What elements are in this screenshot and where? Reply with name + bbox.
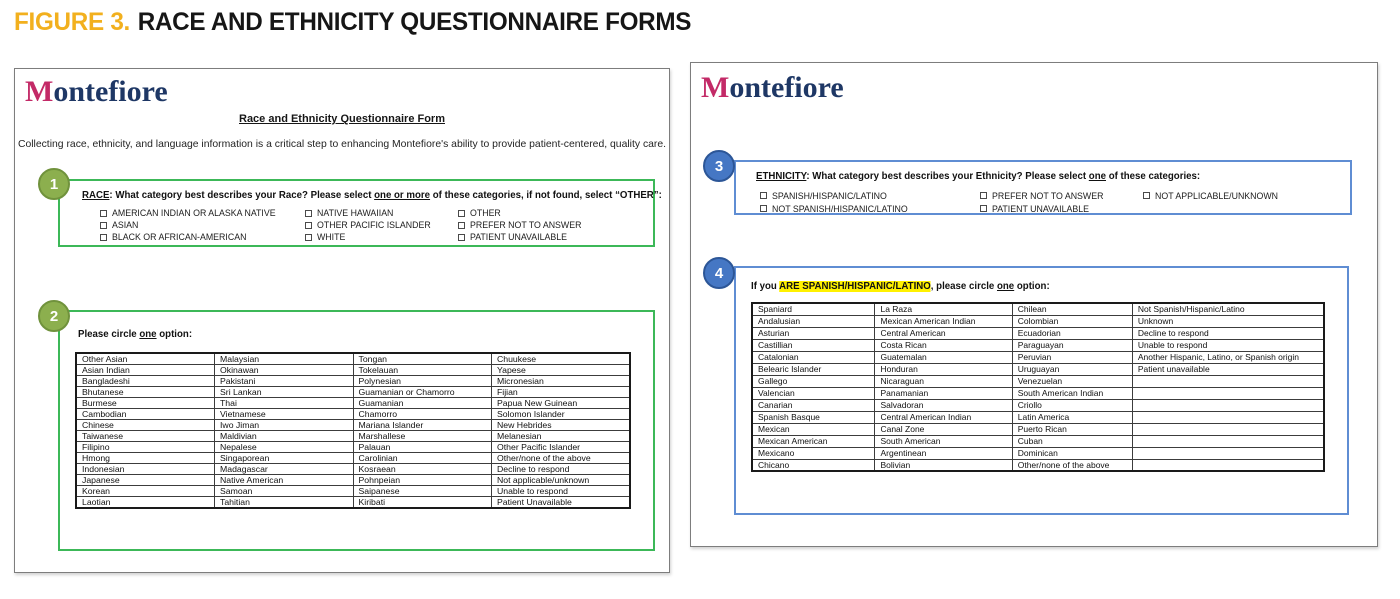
table-cell: Iwo Jiman (215, 420, 354, 431)
section-4-number: 4 (714, 264, 724, 282)
checkbox-label: BLACK OR AFRICAN-AMERICAN (112, 232, 247, 242)
form-title: Race and Ethnicity Questionnaire Form (239, 113, 445, 125)
table-row (752, 339, 1324, 351)
table-cell: Other/none of the above (1012, 459, 1132, 471)
table-cell: Mexican (752, 423, 875, 435)
table-row (76, 387, 630, 398)
table-cell: Costa Rican (875, 339, 1012, 351)
section-3-number: 3 (714, 157, 724, 175)
table-cell: Carolinian (353, 453, 492, 464)
table-row (76, 376, 630, 387)
table-row (752, 423, 1324, 435)
table-cell: Ecuadorian (1012, 327, 1132, 339)
checkbox-option (1143, 189, 1278, 202)
table-cell: Taiwanese (76, 431, 215, 442)
table-cell: Samoan (215, 486, 354, 497)
ethnicity-label: ETHNICITY (756, 171, 807, 182)
table-cell: Unknown (1132, 315, 1324, 327)
table-cell: Peruvian (1012, 351, 1132, 363)
table-cell (1132, 399, 1324, 411)
checkbox-column (458, 207, 581, 243)
table-cell: Valencian (752, 387, 875, 399)
race-circle-section-box (58, 310, 655, 551)
checkbox-icon[interactable] (305, 210, 312, 217)
table-cell: Vietnamese (215, 409, 354, 420)
checkbox-icon[interactable] (458, 222, 465, 229)
table-row (76, 431, 630, 442)
table-cell: Dominican (1012, 447, 1132, 459)
checkbox-label: PREFER NOT TO ANSWER (992, 190, 1104, 201)
table-cell: Another Hispanic, Latino, or Spanish origin (1132, 351, 1324, 363)
section-1-number: 1 (49, 175, 59, 193)
table-cell: Mexican American Indian (875, 315, 1012, 327)
table-cell: Unable to respond (1132, 339, 1324, 351)
race-options-table (75, 352, 631, 509)
table-cell: Melanesian (492, 431, 631, 442)
table-cell: Salvadoran (875, 399, 1012, 411)
checkbox-label: SPANISH/HISPANIC/LATINO (772, 190, 887, 201)
checkbox-option (458, 231, 581, 243)
checkbox-option (100, 219, 305, 231)
figure-title-text: RACE AND ETHNICITY QUESTIONNAIRE FORMS (137, 8, 692, 36)
checkbox-option (980, 202, 1143, 215)
table-row (752, 411, 1324, 423)
table-cell: Cuban (1012, 435, 1132, 447)
table-row (752, 363, 1324, 375)
ethnicity-question-underline: one (1088, 171, 1107, 182)
checkbox-option (100, 231, 305, 243)
table-row (76, 409, 630, 420)
checkbox-option (305, 219, 458, 231)
table-cell: Palauan (353, 442, 492, 453)
race-section-box (58, 179, 662, 247)
checkbox-option (980, 189, 1143, 202)
figure-label: FIGURE 3. (14, 8, 130, 36)
table-cell: Laotian (76, 497, 215, 509)
table-row (752, 435, 1324, 447)
checkbox-label: AMERICAN INDIAN OR ALASKA NATIVE (112, 208, 276, 218)
circle-instruction-pre: Please circle (78, 329, 140, 340)
table-row (752, 351, 1324, 363)
checkbox-option (458, 207, 581, 219)
checkbox-option (305, 231, 458, 243)
ethnicity-question-pre: : What category best describes your Ethnicity? Please select (806, 171, 1089, 182)
table-cell: Micronesian (492, 376, 631, 387)
table-cell: Other/none of the above (492, 453, 631, 464)
table-cell: Papua New Guinean (492, 398, 631, 409)
ethnicity-form-panel (690, 62, 1378, 547)
table-row (76, 486, 630, 497)
checkbox-icon[interactable] (100, 210, 107, 217)
table-row (76, 453, 630, 464)
logo-initial: M (25, 75, 54, 108)
table-cell (1132, 423, 1324, 435)
ethnicity-question (756, 171, 1314, 182)
table-cell: Andalusian (752, 315, 875, 327)
table-cell: Hmong (76, 453, 215, 464)
table-cell: Decline to respond (1132, 327, 1324, 339)
hispanic-instruction-post: option: (1014, 281, 1050, 292)
table-cell: Paraguayan (1012, 339, 1132, 351)
table-cell: Panamanian (875, 387, 1012, 399)
table-cell: Central American (875, 327, 1012, 339)
checkbox-label: WHITE (317, 232, 346, 242)
table-cell (1132, 375, 1324, 387)
section-2-number: 2 (49, 307, 59, 325)
table-cell: Spanish Basque (752, 411, 875, 423)
table-cell: Asturian (752, 327, 875, 339)
checkbox-column (100, 207, 305, 243)
race-label: RACE (82, 190, 110, 201)
table-cell: Singaporean (215, 453, 354, 464)
table-cell: Other Pacific Islander (492, 442, 631, 453)
table-cell: Polynesian (353, 376, 492, 387)
table-cell: Native American (215, 475, 354, 486)
section-2-badge (38, 300, 70, 332)
checkbox-label: OTHER (470, 208, 501, 218)
checkbox-column (980, 189, 1143, 215)
table-cell: Pakistani (215, 376, 354, 387)
table-cell (1132, 435, 1324, 447)
checkbox-icon[interactable] (458, 210, 465, 217)
checkbox-label: PATIENT UNAVAILABLE (992, 203, 1089, 214)
table-cell: Cambodian (76, 409, 215, 420)
table-row (752, 375, 1324, 387)
table-cell: Filipino (76, 442, 215, 453)
table-cell: Canal Zone (875, 423, 1012, 435)
checkbox-icon[interactable] (458, 234, 465, 241)
race-question-post: of these categories, if not found, select “OTHER”: (430, 190, 662, 201)
table-cell: Chinese (76, 420, 215, 431)
table-cell: Japanese (76, 475, 215, 486)
table-cell: Malaysian (215, 353, 354, 365)
table-cell: Decline to respond (492, 464, 631, 475)
checkbox-column (760, 189, 980, 215)
table-cell: Catalonian (752, 351, 875, 363)
table-cell: Pohnpeian (353, 475, 492, 486)
circle-instruction-underline: one (139, 329, 157, 340)
table-row (752, 327, 1324, 339)
table-cell: Thai (215, 398, 354, 409)
table-cell: Colombian (1012, 315, 1132, 327)
table-row (76, 365, 630, 376)
checkbox-label: PATIENT UNAVAILABLE (470, 232, 567, 242)
table-cell: Mexicano (752, 447, 875, 459)
table-cell: Mariana Islander (353, 420, 492, 431)
table-cell: South American (875, 435, 1012, 447)
table-cell: Chilean (1012, 303, 1132, 315)
table-cell: Solomon Islander (492, 409, 631, 420)
table-cell: Central American Indian (875, 411, 1012, 423)
logo-initial: M (701, 71, 730, 104)
table-cell: Guamanian (353, 398, 492, 409)
table-cell: Tahitian (215, 497, 354, 509)
checkbox-icon[interactable] (980, 205, 987, 212)
table-row (76, 464, 630, 475)
hispanic-instruction-pre: If you (751, 281, 780, 292)
checkbox-icon[interactable] (980, 192, 987, 199)
checkbox-icon[interactable] (100, 234, 107, 241)
table-cell: Sri Lankan (215, 387, 354, 398)
figure-title (14, 8, 691, 37)
montefiore-logo (25, 77, 168, 107)
table-cell: Latin America (1012, 411, 1132, 423)
checkbox-option (100, 207, 305, 219)
checkbox-label: NOT SPANISH/HISPANIC/LATINO (772, 203, 908, 214)
circle-instruction-post: option: (156, 329, 193, 340)
checkbox-label: NOT APPLICABLE/UNKNOWN (1155, 190, 1279, 201)
table-cell: Kiribati (353, 497, 492, 509)
checkbox-icon[interactable] (760, 192, 767, 199)
race-question-pre: : What category best describes your Race? Please select (109, 190, 375, 201)
table-cell: Uruguayan (1012, 363, 1132, 375)
table-row (76, 475, 630, 486)
table-cell: Tokelauan (353, 365, 492, 376)
table-row (752, 387, 1324, 399)
table-cell: Fijian (492, 387, 631, 398)
table-cell: Asian Indian (76, 365, 215, 376)
ethnicity-question-post: of these categories: (1106, 171, 1201, 182)
checkbox-label: OTHER PACIFIC ISLANDER (317, 220, 431, 230)
table-row (76, 497, 630, 509)
table-cell: Not Spanish/Hispanic/Latino (1132, 303, 1324, 315)
table-cell: Puerto Rican (1012, 423, 1132, 435)
table-cell: Mexican American (752, 435, 875, 447)
checkbox-label: NATIVE HAWAIIAN (317, 208, 394, 218)
table-cell: Argentinean (875, 447, 1012, 459)
table-cell: Guamanian or Chamorro (353, 387, 492, 398)
table-cell: Other Asian (76, 353, 215, 365)
montefiore-logo (701, 73, 844, 103)
table-cell: Korean (76, 486, 215, 497)
table-cell: Bolivian (875, 459, 1012, 471)
table-cell: Chuukese (492, 353, 631, 365)
checkbox-option (305, 207, 458, 219)
table-cell: Bhutanese (76, 387, 215, 398)
hispanic-origin-section-box (734, 266, 1349, 515)
table-row (752, 459, 1324, 471)
table-cell: Kosraean (353, 464, 492, 475)
checkbox-label: ASIAN (112, 220, 139, 230)
checkbox-icon[interactable] (100, 222, 107, 229)
table-row (76, 420, 630, 431)
table-cell (1132, 459, 1324, 471)
table-cell: Not applicable/unknown (492, 475, 631, 486)
checkbox-option (458, 219, 581, 231)
table-cell: Marshallese (353, 431, 492, 442)
table-cell: Chicano (752, 459, 875, 471)
hispanic-instruction-mid: , please circle (930, 281, 997, 292)
table-cell: Canarian (752, 399, 875, 411)
table-cell: Unable to respond (492, 486, 631, 497)
table-cell: Gallego (752, 375, 875, 387)
checkbox-option (760, 189, 980, 202)
race-form-panel (14, 68, 670, 573)
table-cell: Criollo (1012, 399, 1132, 411)
table-row (752, 399, 1324, 411)
checkbox-column (305, 207, 458, 243)
hispanic-options-table (751, 302, 1325, 472)
table-row (76, 442, 630, 453)
table-cell: Patient unavailable (1132, 363, 1324, 375)
table-row (76, 398, 630, 409)
table-cell: Saipanese (353, 486, 492, 497)
table-row (752, 447, 1324, 459)
table-cell: Honduran (875, 363, 1012, 375)
table-cell: New Hebrides (492, 420, 631, 431)
logo-rest: ontefiore (53, 75, 168, 108)
table-cell: Bangladeshi (76, 376, 215, 387)
logo-rest: ontefiore (729, 71, 844, 104)
checkbox-label: PREFER NOT TO ANSWER (470, 220, 582, 230)
section-4-badge (703, 257, 735, 289)
table-cell: Madagascar (215, 464, 354, 475)
table-cell: Nicaraguan (875, 375, 1012, 387)
race-question-underline: one or more (374, 190, 431, 201)
table-cell: Venezuelan (1012, 375, 1132, 387)
table-cell: Burmese (76, 398, 215, 409)
table-cell (1132, 387, 1324, 399)
table-cell: Patient Unavailable (492, 497, 631, 509)
form-intro: Collecting race, ethnicity, and language information is a critical step to enhancing Montefiore's ability to provide patient-centered, quality care. (17, 139, 667, 150)
table-cell (1132, 411, 1324, 423)
section-3-badge (703, 150, 735, 182)
checkbox-icon[interactable] (1143, 192, 1150, 199)
checkbox-icon[interactable] (305, 222, 312, 229)
table-cell: Castillian (752, 339, 875, 351)
ethnicity-checkbox-grid (760, 189, 1350, 215)
checkbox-icon[interactable] (760, 205, 767, 212)
table-cell: Yapese (492, 365, 631, 376)
table-cell: Nepalese (215, 442, 354, 453)
table-cell: Maldivian (215, 431, 354, 442)
table-row (76, 353, 630, 365)
table-cell: Guatemalan (875, 351, 1012, 363)
checkbox-option (760, 202, 980, 215)
table-cell: Okinawan (215, 365, 354, 376)
ethnicity-section-box (734, 160, 1352, 215)
checkbox-column (1143, 189, 1278, 215)
table-cell: Indonesian (76, 464, 215, 475)
table-row (752, 303, 1324, 315)
table-cell: Tongan (353, 353, 492, 365)
table-cell: Spaniard (752, 303, 875, 315)
race-checkbox-grid (100, 207, 653, 243)
table-row (752, 315, 1324, 327)
race-circle-instruction (78, 329, 619, 340)
hispanic-circle-instruction (751, 281, 1311, 292)
table-cell (1132, 447, 1324, 459)
hispanic-instruction-underline: one (996, 281, 1015, 292)
checkbox-icon[interactable] (305, 234, 312, 241)
table-cell: Belearic Islander (752, 363, 875, 375)
section-1-badge (38, 168, 70, 200)
table-cell: Chamorro (353, 409, 492, 420)
table-cell: La Raza (875, 303, 1012, 315)
race-question (82, 190, 662, 201)
hispanic-instruction-highlight: ARE SPANISH/HISPANIC/LATINO (779, 281, 931, 292)
table-cell: South American Indian (1012, 387, 1132, 399)
